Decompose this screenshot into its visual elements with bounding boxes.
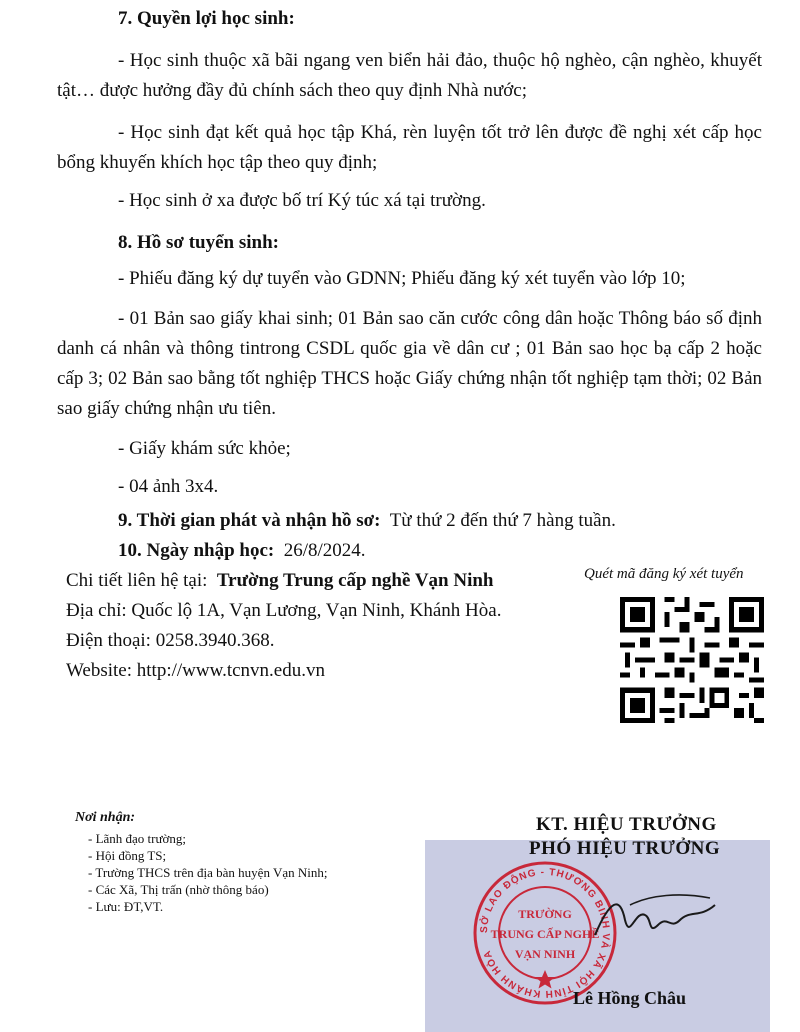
contact-website[interactable]: Website: http://www.tcnvn.edu.vn xyxy=(66,660,325,681)
section8-paragraph-4: - 04 ảnh 3x4. xyxy=(118,476,219,497)
contact-row xyxy=(66,570,494,592)
stamp-ring-text: SỞ LAO ĐỘNG - THƯƠNG BINH VÀ XÃ HỘI TỈNH KHÁNH HÒA xyxy=(478,866,612,1000)
section10-label: 10. Ngày nhập học: xyxy=(118,540,275,561)
stamp-text-2: TRUNG CẤP NGHỀ xyxy=(490,927,600,941)
recipients-list xyxy=(88,830,328,915)
qr-code-icon[interactable] xyxy=(620,597,764,723)
stamp-text-1: TRƯỜNG xyxy=(518,907,572,921)
signer-name: Lê Hồng Châu xyxy=(573,988,687,1008)
qr-caption: Quét mã đăng ký xét tuyển xyxy=(584,566,744,582)
section9-row xyxy=(118,510,616,532)
section8-heading: 8. Hồ sơ tuyển sinh: xyxy=(118,232,279,253)
stamp-text-3: VẠN NINH xyxy=(514,947,576,961)
signature-title-1: KT. HIỆU TRƯỞNG xyxy=(536,814,717,835)
contact-label: Chi tiết liên hệ tại: xyxy=(66,570,208,591)
recipient-item: - Lưu: ĐT,VT. xyxy=(88,899,164,914)
handwritten-signature-icon xyxy=(590,880,720,960)
stamp-star-icon xyxy=(535,970,555,989)
contact-phone: Điện thoại: 0258.3940.368. xyxy=(66,630,275,651)
recipient-item: - Các Xã, Thị trấn (nhờ thông báo) xyxy=(88,882,269,897)
section8-paragraph-3: - Giấy khám sức khỏe; xyxy=(118,438,291,459)
section9-value: Từ thứ 2 đến thứ 7 hàng tuần. xyxy=(389,510,616,531)
recipients-title: Nơi nhận: xyxy=(75,810,136,825)
section9-label: 9. Thời gian phát và nhận hồ sơ: xyxy=(118,510,381,531)
section7-heading: 7. Quyền lợi học sinh: xyxy=(118,8,295,29)
contact-school: Trường Trung cấp nghề Vạn Ninh xyxy=(216,570,494,591)
section7-paragraph-3: - Học sinh ở xa được bố trí Ký túc xá tại trường. xyxy=(118,190,486,211)
contact-address: Địa chỉ: Quốc lộ 1A, Vạn Lương, Vạn Ninh, Khánh Hòa. xyxy=(66,600,502,621)
recipient-item: - Trường THCS trên địa bàn huyện Vạn Ninh; xyxy=(88,865,328,880)
section7-paragraph-1: - Học sinh thuộc xã bãi ngang ven biển hải đảo, thuộc hộ nghèo, cận nghèo, khuyết tật… được hưởng đầy đủ chính sách theo quy định Nhà nước; xyxy=(57,50,762,101)
recipient-item: - Lãnh đạo trường; xyxy=(88,831,187,846)
section7-paragraph-2: - Học sinh đạt kết quả học tập Khá, rèn luyện tốt trở lên được đề nghị xét cấp học bổng khuyến khích học tập theo quy định; xyxy=(57,122,762,173)
section8-paragraph-2: - 01 Bản sao giấy khai sinh; 01 Bản sao căn cước công dân hoặc Thông báo số định danh cá nhân và thông tintrong CSDL quốc gia về dân cư ; 01 Bản sao học bạ cấp 2 hoặc cấp 3; 02 Bản sao bằng tốt nghiệp THCS hoặc Giấy chứng nhận tốt nghiệp tạm thời; 02 Bản sao giấy chứng nhận ưu tiên. xyxy=(57,308,762,419)
section10-row xyxy=(118,540,366,562)
section8-paragraph-1: - Phiếu đăng ký dự tuyển vào GDNN; Phiếu đăng ký xét tuyển vào lớp 10; xyxy=(118,268,686,289)
signature-title-2: PHÓ HIỆU TRƯỞNG xyxy=(529,838,721,859)
section10-value: 26/8/2024. xyxy=(283,540,366,561)
recipient-item: - Hội đồng TS; xyxy=(88,848,167,863)
